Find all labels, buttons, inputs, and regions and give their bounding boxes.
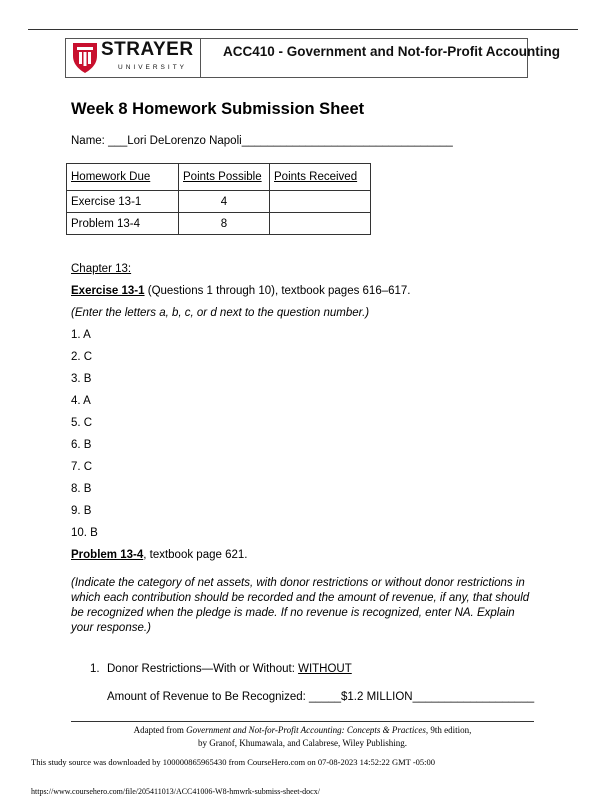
header-divider xyxy=(200,38,201,78)
col-points-received: Points Received xyxy=(270,164,371,191)
problem-instruction: (Indicate the category of net assets, with donor restrictions or without donor restrictions in which each contribution should be recorded and the amount of revenue, if any, that should be recognized when the pledge is made. If no revenue is recognized, enter NA. Explain your response.) xyxy=(71,577,530,634)
name-line xyxy=(71,135,453,147)
exercise-label: Exercise 13-1 xyxy=(71,285,145,297)
footer-citation-line1 xyxy=(71,725,534,735)
table-row xyxy=(67,191,371,213)
answer-item: 3. B xyxy=(71,373,92,385)
study-source-notice: This study source was downloaded by 100000865965430 from CourseHero.com on 07-08-2023 14:52:22 GMT -05:00 xyxy=(31,757,436,767)
answer-item: 1. A xyxy=(71,329,91,341)
name-value: ___Lori DeLorenzo Napoli_________________________________ xyxy=(108,135,453,147)
problem-description: , textbook page 621. xyxy=(143,549,248,561)
footer-book-title: Government and Not-for-Profit Accounting: Concepts & Practices xyxy=(186,725,426,735)
col-points-possible: Points Possible xyxy=(179,164,270,191)
footer-citation-line2: by Granof, Khumawala, and Calabrese, Wiley Publishing. xyxy=(198,738,407,748)
answer-item: 4. A xyxy=(71,395,91,407)
answer-item: 6. B xyxy=(71,439,92,451)
row-points-received xyxy=(270,213,371,235)
revenue-label: Amount of Revenue to Be Recognized: xyxy=(107,691,306,703)
logo-wordmark: STRAYER xyxy=(101,39,194,60)
page-title: Week 8 Homework Submission Sheet xyxy=(71,100,365,118)
table-header-row xyxy=(67,164,371,191)
row-points-possible: 8 xyxy=(179,213,270,235)
name-label: Name: xyxy=(71,135,105,147)
row-item: Exercise 13-1 xyxy=(67,191,179,213)
answer-item: 5. C xyxy=(71,417,93,429)
footer-edition: , 9th edition, xyxy=(425,725,472,735)
logo-subtitle: UNIVERSITY xyxy=(118,64,188,71)
source-url[interactable]: https://www.coursehero.com/file/205411013/ACC41006-W8-hmwrk-submiss-sheet-docx/ xyxy=(31,787,320,796)
exercise-instruction: (Enter the letters a, b, c, or d next to the question number.) xyxy=(71,307,370,319)
top-rule xyxy=(28,29,578,30)
donor-restrictions-value: WITHOUT xyxy=(298,663,352,675)
table-row xyxy=(67,213,371,235)
exercise-line xyxy=(71,285,411,297)
answer-item: 8. B xyxy=(71,483,92,495)
homework-table xyxy=(66,163,371,235)
footer-prefix: Adapted from xyxy=(133,725,187,735)
row-item: Problem 13-4 xyxy=(67,213,179,235)
problem-line xyxy=(71,549,247,561)
chapter-heading: Chapter 13: xyxy=(71,263,132,275)
answer-item: 10. B xyxy=(71,527,98,539)
row-points-possible: 4 xyxy=(179,191,270,213)
answer-item: 9. B xyxy=(71,505,92,517)
row-points-received xyxy=(270,191,371,213)
donor-restrictions-label: Donor Restrictions—With or Without: xyxy=(107,663,295,675)
answer-item: 7. C xyxy=(71,461,93,473)
revenue-line xyxy=(107,691,534,703)
exercise-description: (Questions 1 through 10), textbook pages 616–617. xyxy=(144,285,411,297)
course-title: ACC410 - Government and Not-for-Profit Accounting xyxy=(223,44,561,59)
col-homework-due: Homework Due xyxy=(67,164,179,191)
revenue-value: _____$1.2 MILLION___________________ xyxy=(309,691,535,703)
problem-label: Problem 13-4 xyxy=(71,549,144,561)
strayer-shield-icon xyxy=(72,42,98,74)
item1-line xyxy=(107,663,352,675)
footer-rule xyxy=(71,721,534,722)
answer-item: 2. C xyxy=(71,351,93,363)
item1-number: 1. xyxy=(90,663,100,675)
